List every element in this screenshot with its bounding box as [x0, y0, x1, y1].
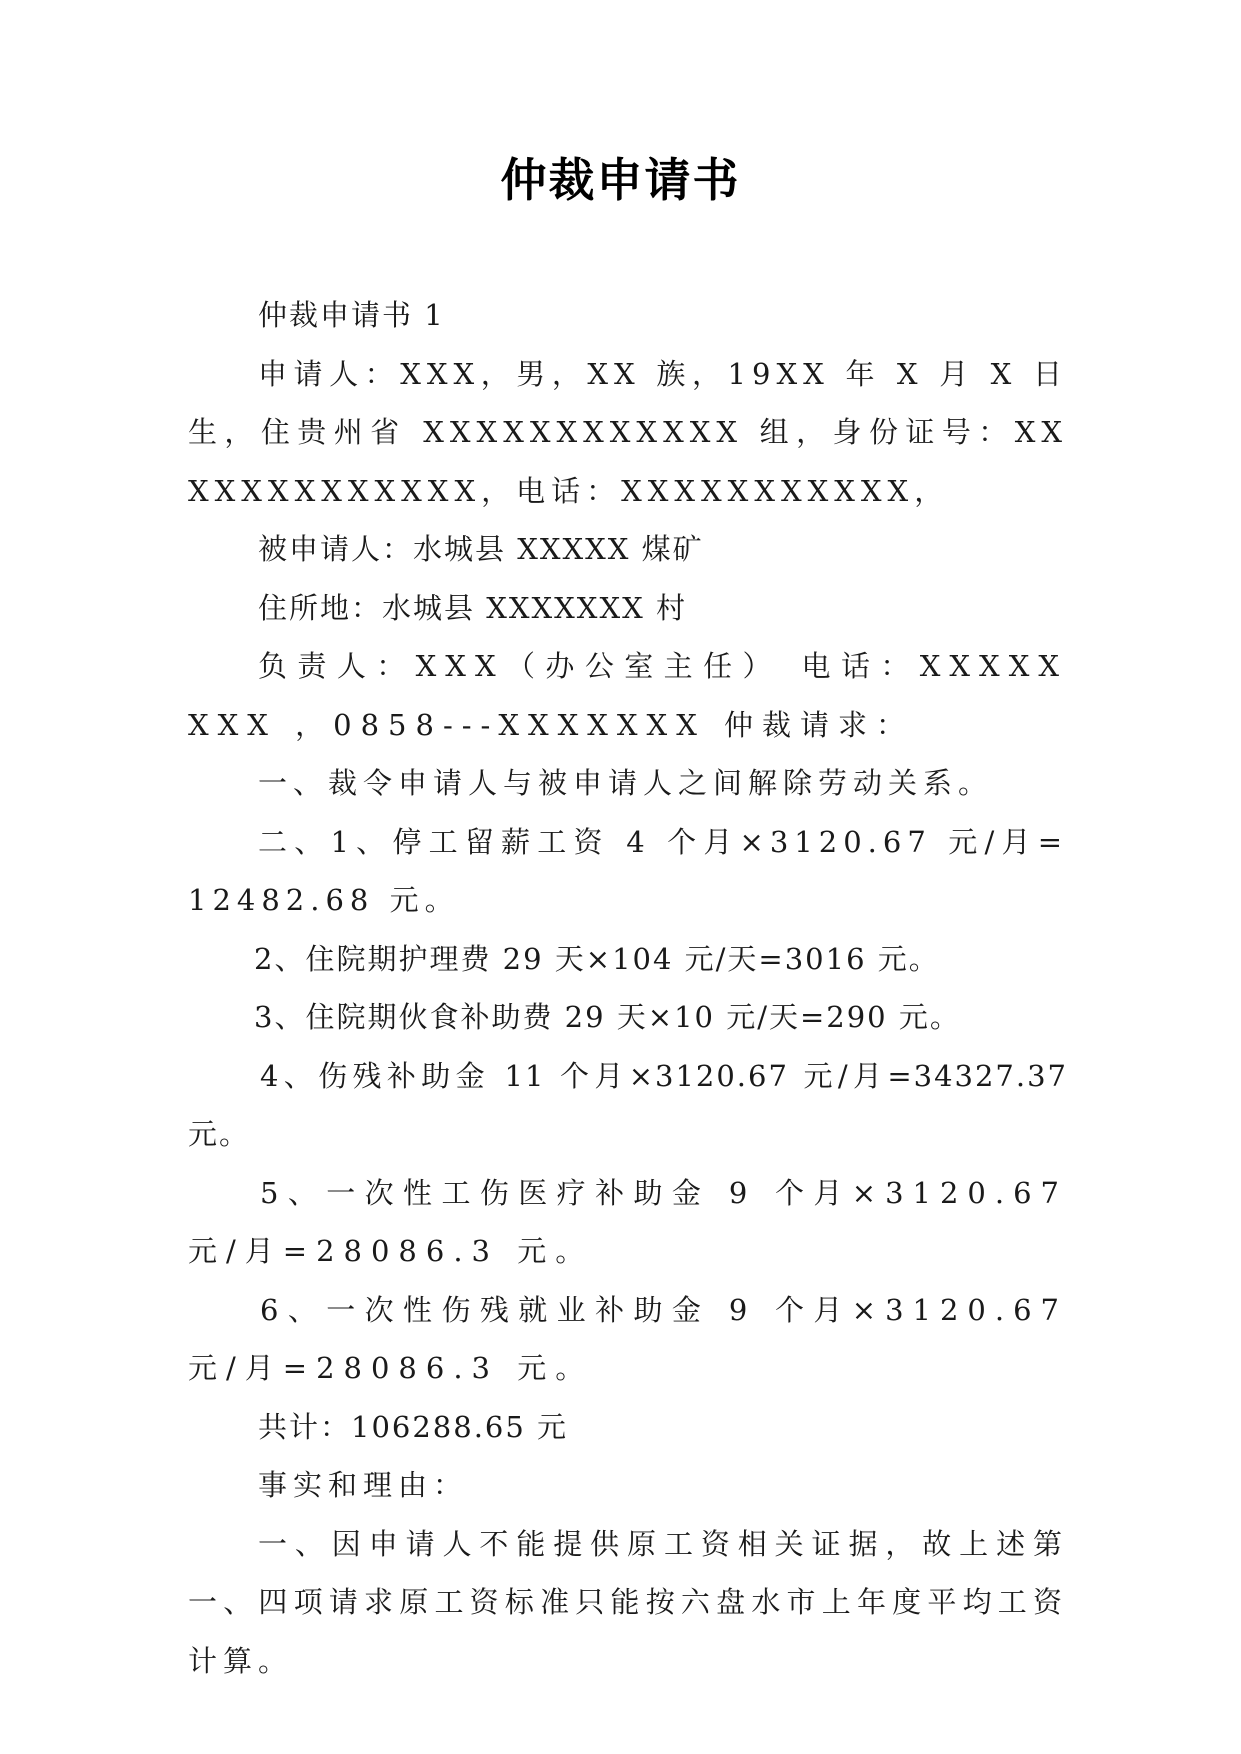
document-body [188, 286, 1068, 1690]
paragraph-claim-2-5: 5、一次性工伤医疗补助金 9 个月×3120.67 元/月=28086.3 元。 [188, 1175, 1068, 1268]
paragraph-respondent: 被申请人：水城县 XXXXX 煤矿 [258, 532, 704, 566]
paragraph-facts-heading: 事实和理由： [258, 1468, 469, 1502]
document-title: 仲裁申请书 [500, 153, 741, 207]
paragraph-total: 共计：106288.65 元 [258, 1409, 569, 1444]
paragraph-claim-1: 一、裁令申请人与被申请人之间解除劳动关系。 [258, 766, 994, 800]
paragraph-facts-1: 一、因申请人不能提供原工资相关证据，故上述第一、四项请求原工资标准只能按六盘水市上年度平均工资计算。 [188, 1526, 1068, 1678]
paragraph-claim-2-4: 4、伤残补助金 11 个月×3120.67 元/月=34327.37 元。 [188, 1058, 1068, 1151]
paragraph-claim-2-6: 6、一次性伤残就业补助金 9 个月×3120.67 元/月=28086.3 元。 [188, 1292, 1068, 1385]
paragraph-claim-2-2: 2、住院期护理费 29 天×104 元/天=3016 元。 [254, 941, 940, 976]
paragraph-respondent-address: 住所地：水城县 XXXXXXX 村 [258, 590, 687, 625]
paragraph-claim-2-1: 二、1、停工留薪工资 4 个月×3120.67 元/月=12482.68 元。 [188, 824, 1068, 917]
paragraph-heading-number: 仲裁申请书 1 [258, 298, 445, 332]
paragraph-applicant: 申请人：XXX，男，XX 族，19XX 年 X 月 X 日生，住贵州省 XXXXXXXXXXXX 组，身份证号：XXXXXXXXXXXXX，电话：XXXXXXXXXXX， [188, 356, 1068, 508]
paragraph-claim-2-3: 3、住院期伙食补助费 29 天×10 元/天=290 元。 [254, 1000, 961, 1034]
paragraph-responsible-person: 负责人：XXX（办公室主任） 电话：XXXXXXXX ，0858---XXXXXXX 仲裁请求： [188, 649, 1068, 742]
